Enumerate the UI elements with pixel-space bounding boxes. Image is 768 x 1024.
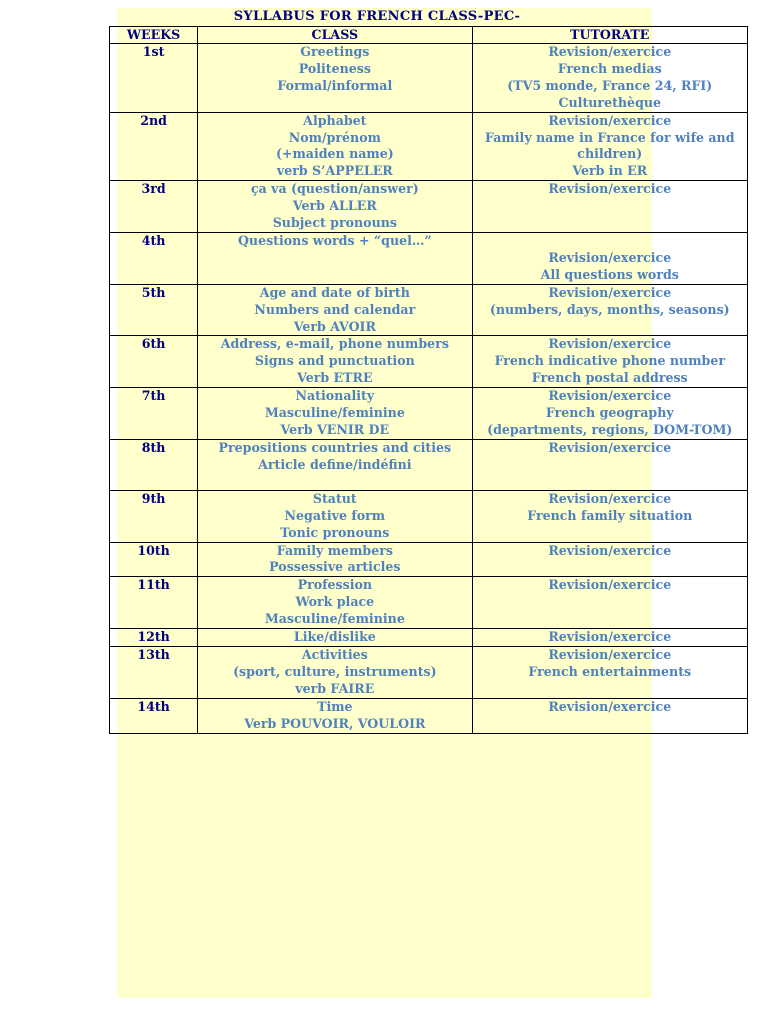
tutorate-cell-line: Revision/exercice bbox=[548, 181, 672, 197]
tutorate-cell-line: Revision/exercice bbox=[548, 112, 672, 128]
tutorate-cell-line: Revision/exercice bbox=[548, 249, 672, 265]
week-cell: 1st bbox=[110, 44, 198, 113]
class-cell-line: verb S’APPELER bbox=[276, 163, 393, 179]
class-cell-line: (+maiden name) bbox=[275, 146, 394, 162]
table-row bbox=[110, 647, 748, 699]
class-cell-line: Verb VENIR DE bbox=[280, 421, 390, 437]
class-cell-line: Profession bbox=[297, 577, 373, 593]
tutorate-cell bbox=[472, 112, 747, 181]
class-cell bbox=[198, 629, 472, 647]
tutorate-cell bbox=[472, 629, 747, 647]
class-cell-line: (sport, culture, instruments) bbox=[233, 663, 437, 679]
tutorate-cell bbox=[472, 388, 747, 440]
class-cell-line: Age and date of birth bbox=[259, 284, 410, 300]
class-cell bbox=[198, 698, 472, 733]
table-header-row bbox=[110, 27, 748, 44]
class-cell-line: Numbers and calendar bbox=[254, 301, 416, 317]
syllabus-table bbox=[109, 26, 748, 734]
header-tutorate: TUTORATE bbox=[472, 27, 747, 44]
class-cell bbox=[198, 44, 472, 113]
tutorate-cell-line: Revision/exercice bbox=[548, 284, 672, 300]
tutorate-cell-line: French entertainments bbox=[528, 663, 692, 679]
tutorate-cell-line: Verb in ER bbox=[572, 163, 648, 179]
tutorate-cell-line bbox=[473, 233, 747, 250]
class-cell-line: Politeness bbox=[298, 60, 371, 76]
class-cell-line: Work place bbox=[295, 594, 375, 610]
class-cell bbox=[198, 388, 472, 440]
week-cell: 11th bbox=[110, 577, 198, 629]
class-cell bbox=[198, 181, 472, 233]
tutorate-cell-line: All questions words bbox=[540, 266, 679, 282]
week-cell: 14th bbox=[110, 698, 198, 733]
class-cell bbox=[198, 577, 472, 629]
class-cell-line: Statut bbox=[312, 490, 357, 506]
class-cell bbox=[198, 336, 472, 388]
tutorate-cell-line: French medias bbox=[557, 60, 662, 76]
table-row bbox=[110, 388, 748, 440]
class-cell-line: Possessive articles bbox=[269, 559, 401, 575]
tutorate-cell-line: Revision/exercice bbox=[548, 439, 672, 455]
tutorate-cell-line: Family name in France for wife and bbox=[485, 129, 735, 145]
class-cell-line: Like/dislike bbox=[293, 629, 376, 645]
class-cell-line: Time bbox=[317, 698, 353, 714]
week-cell: 5th bbox=[110, 284, 198, 336]
class-cell-line: Formal/informal bbox=[277, 77, 393, 93]
week-cell: 2nd bbox=[110, 112, 198, 181]
class-cell-line: Article define/indéfini bbox=[258, 456, 412, 472]
tutorate-cell-line: Revision/exercice bbox=[548, 647, 672, 662]
class-cell-line: Questions words + “quel…” bbox=[237, 232, 432, 248]
week-cell: 13th bbox=[110, 647, 198, 699]
class-cell-line: Nom/prénom bbox=[288, 129, 381, 145]
tutorate-cell-line: (departments, regions, DOM-TOM) bbox=[487, 421, 733, 437]
tutorate-cell-line: Revision/exercice bbox=[548, 629, 672, 645]
tutorate-cell-line: Revision/exercice bbox=[548, 336, 672, 352]
week-cell: 6th bbox=[110, 336, 198, 388]
table-row bbox=[110, 629, 748, 647]
class-cell-line: Verb POUVOIR, VOULOIR bbox=[244, 715, 426, 731]
table-row bbox=[110, 577, 748, 629]
class-cell-line: Nationality bbox=[295, 388, 375, 404]
tutorate-cell-line: French family situation bbox=[527, 507, 693, 523]
tutorate-cell bbox=[472, 284, 747, 336]
table-body bbox=[110, 44, 748, 734]
class-cell-line: Activities bbox=[301, 647, 368, 662]
week-cell: 10th bbox=[110, 542, 198, 577]
week-cell: 12th bbox=[110, 629, 198, 647]
class-cell bbox=[198, 647, 472, 699]
table-row bbox=[110, 232, 748, 284]
tutorate-cell-line: Revision/exercice bbox=[548, 698, 672, 714]
week-cell: 8th bbox=[110, 439, 198, 490]
table-row bbox=[110, 112, 748, 181]
tutorate-cell bbox=[472, 698, 747, 733]
table-row bbox=[110, 439, 748, 490]
week-cell: 3rd bbox=[110, 181, 198, 233]
class-cell bbox=[198, 439, 472, 490]
tutorate-cell-line: (TV5 monde, France 24, RFI) bbox=[507, 77, 713, 93]
header-class: CLASS bbox=[198, 27, 472, 44]
tutorate-cell-line: (numbers, days, months, seasons) bbox=[489, 301, 730, 317]
table-row bbox=[110, 698, 748, 733]
table-row bbox=[110, 284, 748, 336]
class-cell-line: Negative form bbox=[284, 507, 386, 523]
class-cell-line: Alphabet bbox=[303, 112, 367, 128]
tutorate-cell-line: children) bbox=[577, 146, 643, 162]
tutorate-cell bbox=[472, 577, 747, 629]
class-cell-line: Verb ETRE bbox=[297, 370, 373, 386]
tutorate-cell-line: Revision/exercice bbox=[548, 44, 672, 59]
class-cell-line: Verb ALLER bbox=[292, 198, 377, 214]
class-cell-line: Subject pronouns bbox=[272, 215, 397, 231]
tutorate-cell-line: Revision/exercice bbox=[548, 542, 672, 558]
tutorate-cell bbox=[472, 336, 747, 388]
class-cell-line: Greetings bbox=[300, 44, 370, 59]
tutorate-cell bbox=[472, 232, 747, 284]
class-cell-line: Family members bbox=[276, 542, 393, 558]
tutorate-cell-line: Revision/exercice bbox=[548, 490, 672, 506]
class-cell bbox=[198, 542, 472, 577]
table-row bbox=[110, 336, 748, 388]
tutorate-cell-line: French postal address bbox=[531, 370, 688, 386]
table-row bbox=[110, 542, 748, 577]
class-cell-line: Verb AVOIR bbox=[293, 318, 376, 334]
class-cell bbox=[198, 284, 472, 336]
class-cell-line: Tonic pronouns bbox=[280, 524, 390, 540]
tutorate-cell-line: French geography bbox=[545, 405, 674, 421]
tutorate-cell-line: Revision/exercice bbox=[548, 577, 672, 593]
class-cell-line: Signs and punctuation bbox=[254, 353, 415, 369]
class-cell bbox=[198, 490, 472, 542]
class-cell bbox=[198, 112, 472, 181]
table-row bbox=[110, 44, 748, 113]
tutorate-cell bbox=[472, 181, 747, 233]
tutorate-cell bbox=[472, 647, 747, 699]
tutorate-cell bbox=[472, 44, 747, 113]
class-cell-line: Masculine/feminine bbox=[264, 405, 405, 421]
header-weeks: WEEKS bbox=[110, 27, 198, 44]
class-cell-line: verb FAIRE bbox=[295, 680, 375, 696]
table-row bbox=[110, 181, 748, 233]
class-cell-line: ça va (question/answer) bbox=[250, 181, 419, 197]
class-cell-line: Address, e-mail, phone numbers bbox=[220, 336, 449, 352]
tutorate-cell-line: Revision/exercice bbox=[548, 388, 672, 404]
tutorate-cell bbox=[472, 439, 747, 490]
tutorate-cell-line: Culturethèque bbox=[558, 94, 662, 110]
week-cell: 4th bbox=[110, 232, 198, 284]
week-cell: 7th bbox=[110, 388, 198, 440]
class-cell-line: Masculine/feminine bbox=[264, 611, 405, 627]
tutorate-cell-line: French indicative phone number bbox=[494, 353, 725, 369]
week-cell: 9th bbox=[110, 490, 198, 542]
document-title: SYLLABUS FOR FRENCH CLASS-PEC- bbox=[233, 9, 521, 24]
tutorate-cell bbox=[472, 542, 747, 577]
class-cell bbox=[198, 232, 472, 284]
tutorate-cell bbox=[472, 490, 747, 542]
class-cell-line: Prepositions countries and cities bbox=[218, 439, 452, 455]
table-row bbox=[110, 490, 748, 542]
